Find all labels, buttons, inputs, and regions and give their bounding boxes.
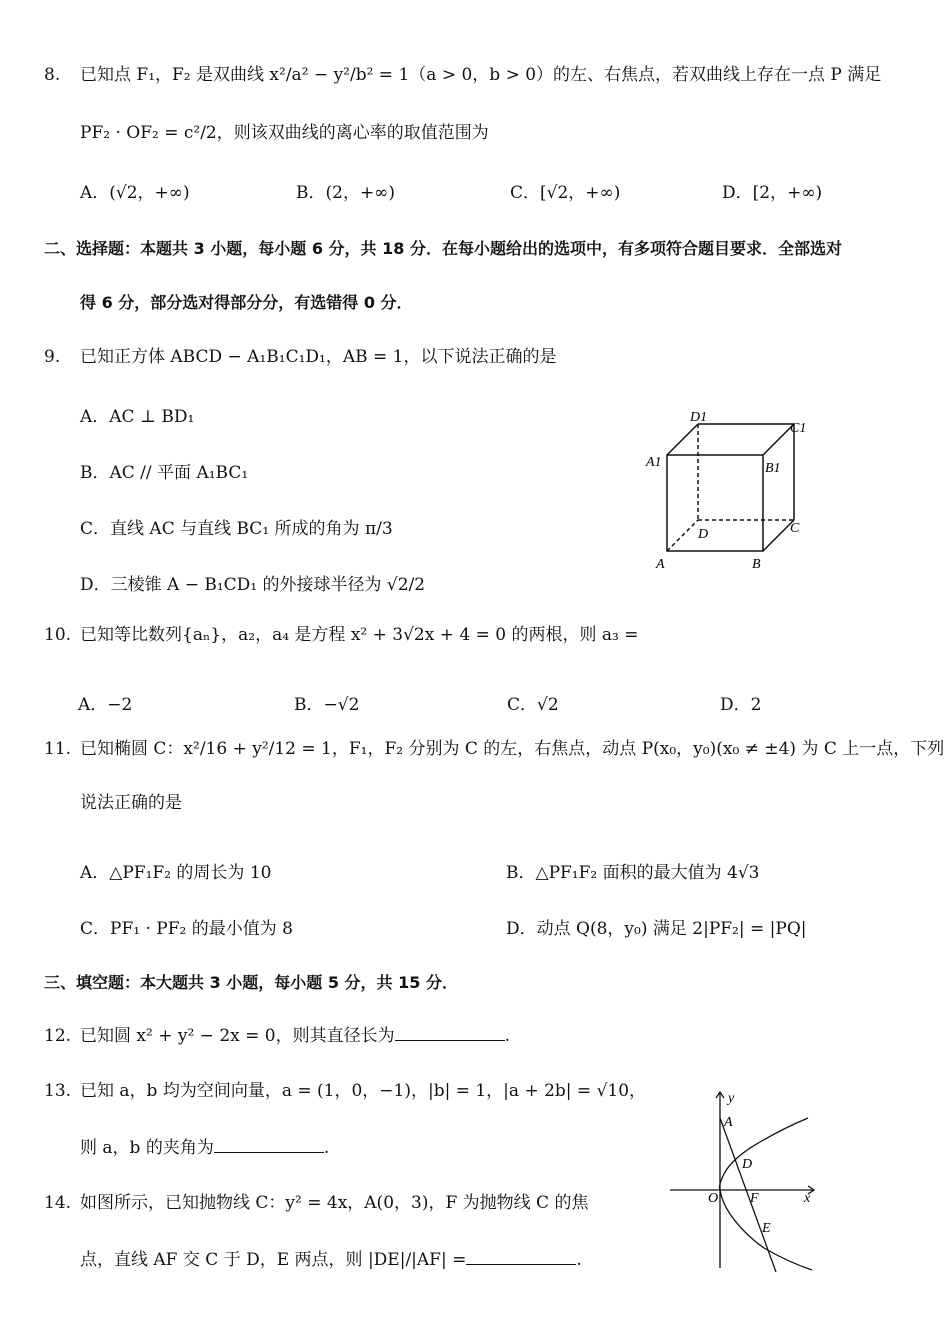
label-e: E <box>762 1221 771 1236</box>
cube-label-d: D <box>698 527 709 542</box>
cube-label-a: A <box>656 557 665 572</box>
q10-option-d: D．2 <box>720 695 762 715</box>
q14-stem-2: 点，直线 AF 交 C 于 D，E 两点，则 |DE|/|AF| = <box>80 1250 467 1270</box>
q14-answer-blank[interactable] <box>466 1248 576 1265</box>
q10-stem: 已知等比数列{aₙ}，a₂，a₄ 是方程 x² + 3√2x + 4 = 0 的两根，则 a₃ = <box>80 625 639 645</box>
parabola-curve <box>720 1118 813 1270</box>
label-d: D <box>742 1157 753 1172</box>
q13-line2 <box>80 1136 329 1159</box>
q8-stem-1: 已知点 F₁，F₂ 是双曲线 x²/a² − y²/b² = 1（a > 0，b > 0）的左、右焦点，若双曲线上存在一点 P 满足 <box>80 65 882 85</box>
q10-option-b: B．−√2 <box>294 695 360 715</box>
q12-number: 12. <box>44 1026 72 1046</box>
q13-stem-1: 已知 a，b 均为空间向量，a = (1，0，−1)，|b| = 1，|a + 2b| = √10， <box>80 1081 647 1101</box>
cube-label-a1: A1 <box>646 455 662 470</box>
q10-number: 10. <box>44 625 72 645</box>
q8-number: 8. <box>44 65 61 85</box>
q9-stem: 已知正方体 ABCD − A₁B₁C₁D₁，AB = 1，以下说法正确的是 <box>80 347 557 367</box>
q12-answer-blank[interactable] <box>395 1024 505 1041</box>
q11-option-a: A．△PF₁F₂ 的周长为 10 <box>80 863 272 883</box>
label-o: O <box>708 1191 719 1206</box>
q8-line1 <box>44 64 881 86</box>
q8-stem-2: PF₂ · OF₂ = c²/2，则该双曲线的离心率的取值范围为 <box>80 123 489 143</box>
q13-stem-2: 则 a，b 的夹角为 <box>80 1138 214 1158</box>
q13-end: . <box>323 1138 330 1158</box>
q12-line <box>44 1024 510 1047</box>
q11-option-c: C．PF₁ · PF₂ 的最小值为 8 <box>80 919 293 939</box>
q13-line1 <box>44 1080 646 1102</box>
label-a: A <box>724 1115 733 1130</box>
q12-stem: 已知圆 x² + y² − 2x = 0，则其直径长为 <box>80 1026 395 1046</box>
q9-option-a: A．AC ⊥ BD₁ <box>80 407 195 427</box>
label-y: y <box>728 1091 735 1106</box>
cube-label-b1: B1 <box>765 461 781 476</box>
q10-option-a: A．−2 <box>78 695 133 715</box>
q14-number: 14. <box>44 1193 72 1213</box>
q10-option-c: C．√2 <box>507 695 559 715</box>
cube-label-c1: C1 <box>790 421 807 436</box>
q11-number: 11. <box>44 739 72 759</box>
section3-heading: 三、填空题：本大题共 3 小题，每小题 5 分，共 15 分． <box>44 973 458 992</box>
q9-option-c: C．直线 AC 与直线 BC₁ 所成的角为 π/3 <box>80 519 393 539</box>
cube-figure <box>640 410 820 580</box>
label-x: x <box>804 1191 811 1206</box>
cube-front-face <box>667 455 763 551</box>
cube-label-c: C <box>790 521 800 536</box>
q8-option-c: C．[√2，+∞) <box>510 183 621 203</box>
cube-label-b: B <box>752 557 761 572</box>
q9-option-d: D．三棱锥 A − B₁CD₁ 的外接球半径为 √2/2 <box>80 575 426 595</box>
q10-line <box>44 624 638 646</box>
q8-option-b: B．(2，+∞) <box>296 183 395 203</box>
line-af <box>720 1118 776 1272</box>
q11-line1 <box>44 738 944 760</box>
section2-heading-2: 得 6 分，部分选对得部分分，有选错得 0 分． <box>80 293 413 312</box>
q8-option-d: D．[2，+∞) <box>722 183 823 203</box>
q9-number: 9. <box>44 347 61 367</box>
label-f: F <box>750 1191 759 1206</box>
q14-end: . <box>576 1250 582 1270</box>
q12-end: . <box>504 1026 511 1046</box>
q14-line1 <box>44 1192 588 1214</box>
q14-stem-1: 如图所示，已知抛物线 C：y² = 4x，A(0，3)，F 为抛物线 C 的焦 <box>80 1193 589 1213</box>
cube-label-d1: D1 <box>690 410 708 425</box>
parabola-figure <box>664 1088 824 1272</box>
q9-line <box>44 346 556 368</box>
q9-option-b: B．AC // 平面 A₁BC₁ <box>80 463 249 483</box>
q11-option-b: B．△PF₁F₂ 面积的最大值为 4√3 <box>506 863 760 883</box>
q8-option-a: A．(√2，+∞) <box>80 183 190 203</box>
section2-heading-1: 二、选择题：本题共 3 小题，每小题 6 分，共 18 分．在每小题给出的选项中，有多项符合题目要求．全部选对 <box>44 239 842 258</box>
q13-answer-blank[interactable] <box>214 1136 324 1153</box>
q11-stem-1: 已知椭圆 C：x²/16 + y²/12 = 1，F₁，F₂ 分别为 C 的左，右焦点，动点 P(x₀，y₀)(x₀ ≠ ±4) 为 C 上一点，下列 <box>80 739 945 759</box>
q14-line2 <box>80 1248 582 1271</box>
q13-number: 13. <box>44 1081 72 1101</box>
q11-option-d: D．动点 Q(8，y₀) 满足 2|PF₂| = |PQ| <box>506 919 807 939</box>
q11-stem-2: 说法正确的是 <box>80 793 182 813</box>
